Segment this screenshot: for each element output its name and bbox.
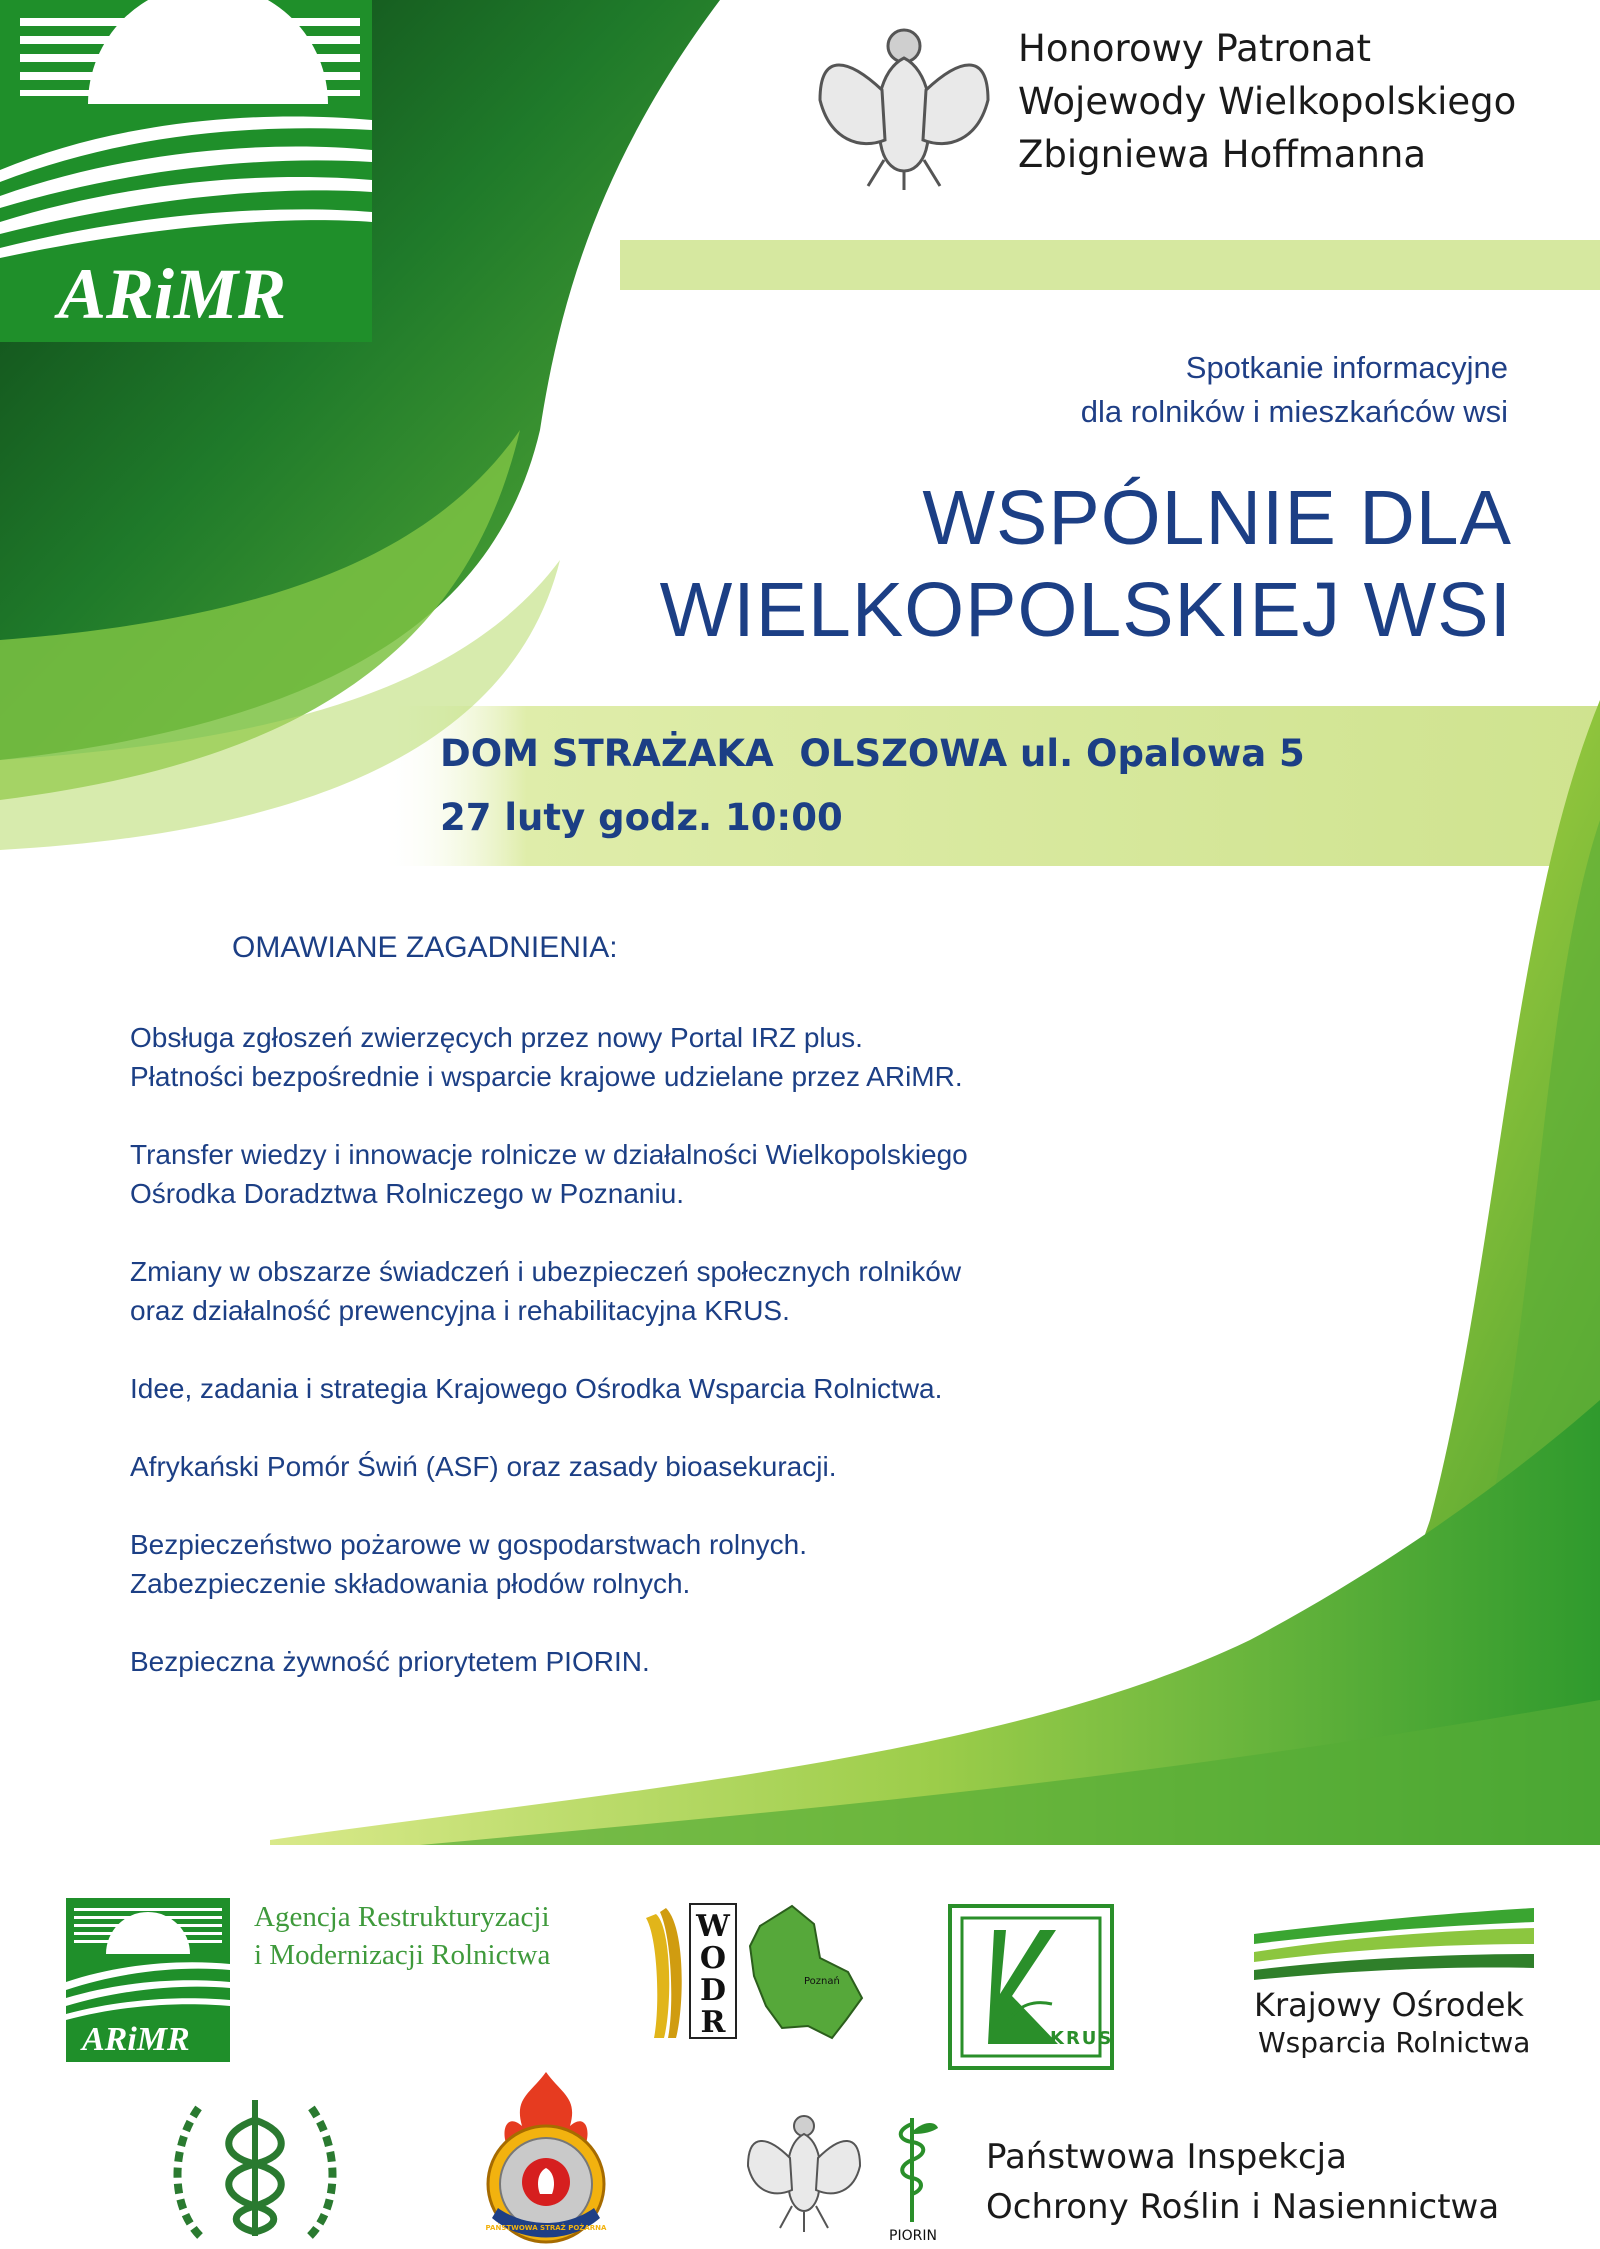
arimr-name-line: Agencja Restrukturyzacji — [254, 1901, 550, 1933]
arimr-logo — [66, 1898, 230, 2062]
piorin-logo-mark — [880, 2110, 946, 2244]
subtitle-line: dla rolników i mieszkańców wsi — [1080, 394, 1508, 429]
topic-item — [130, 1447, 1230, 1486]
title-line: WSPÓLNIE DLA — [922, 475, 1512, 561]
subtitle-line: Spotkanie informacyjne — [1185, 350, 1508, 385]
event-date-time: 27 luty godz. 10:00 — [440, 796, 843, 839]
arimr-top-wordmark: ARiMR — [58, 254, 287, 334]
event-title — [660, 472, 1512, 656]
topic-line: Transfer wiedzy i innowacje rolnicze w działalności Wielkopolskiego — [130, 1139, 968, 1170]
topic-item — [130, 1252, 1230, 1330]
fire-service-ring-text: PAŃSTWOWA STRAŻ POŻARNA — [485, 2224, 607, 2232]
fire-service-emblem — [462, 2068, 630, 2246]
kowr-logo-mark — [1254, 1904, 1534, 1984]
sanitary-inspection-emblem — [160, 2086, 350, 2242]
wielkopolska-map-icon — [750, 1906, 862, 2038]
polish-eagle-emblem-top — [820, 30, 988, 190]
piorin-name — [986, 2132, 1499, 2232]
topic-line: Obsługa zgłoszeń zwierzęcych przez nowy Portal IRZ plus. — [130, 1022, 863, 1053]
patronage-line: Zbigniewa Hoffmanna — [1018, 133, 1427, 176]
topics-heading: OMAWIANE ZAGADNIENIA: — [232, 931, 618, 964]
wodr-map-city: Poznań — [804, 1976, 840, 1987]
event-details — [440, 722, 1305, 850]
topic-line: Zmiany w obszarze świadczeń i ubezpieczeń społecznych rolników — [130, 1256, 962, 1287]
wodr-letter-d: D — [699, 1973, 727, 2008]
topic-line: Afrykański Pomór Świń (ASF) oraz zasady bioasekuracji. — [130, 1451, 837, 1482]
title-line: WIELKOPOLSKIEJ WSI — [659, 567, 1512, 653]
kowr-name-line-2: Wsparcia Rolnictwa — [1258, 2026, 1531, 2059]
topics-list — [130, 1018, 1230, 1720]
piorin-name-line: Państwowa Inspekcja — [986, 2137, 1347, 2177]
patronage-line: Wojewody Wielkopolskiego — [1018, 80, 1517, 123]
topic-line: Ośrodka Doradztwa Rolniczego w Poznaniu. — [130, 1178, 685, 1209]
piorin-name-line: Ochrony Roślin i Nasiennictwa — [986, 2187, 1500, 2227]
krus-logo — [948, 1904, 1114, 2070]
patronage-block — [1018, 22, 1516, 181]
wodr-letter-o: O — [699, 1941, 727, 1976]
wodr-letter-w: W — [696, 1909, 730, 1944]
krus-wordmark: KRUS — [1050, 2028, 1114, 2049]
topic-line: Płatności bezpośrednie i wsparcie krajowe udzielane przez ARiMR. — [130, 1061, 963, 1092]
topic-item — [130, 1369, 1230, 1408]
topic-line: Zabezpieczenie składowania płodów rolnych. — [130, 1568, 691, 1599]
event-subtitle — [1081, 346, 1508, 434]
wodr-letter-r: R — [700, 2005, 726, 2040]
arimr-name-line: i Modernizacji Rolnictwa — [254, 1939, 551, 1971]
topic-item — [130, 1525, 1230, 1603]
wodr-logo — [642, 1898, 868, 2044]
topic-item — [130, 1135, 1230, 1213]
patronage-line: Honorowy Patronat — [1018, 27, 1371, 70]
topic-item — [130, 1642, 1230, 1681]
topic-item — [130, 1018, 1230, 1096]
topic-line: Bezpieczna żywność priorytetem PIORIN. — [130, 1646, 650, 1677]
piorin-short-label: PIORIN — [889, 2228, 937, 2244]
topic-line: oraz działalność prewencyjna i rehabilitacyjna KRUS. — [130, 1295, 790, 1326]
topic-line: Idee, zadania i strategia Krajowego Ośrodka Wsparcia Rolnictwa. — [130, 1373, 943, 1404]
event-venue: DOM STRAŻAKA OLSZOWA ul. Opalowa 5 — [440, 732, 1305, 775]
topic-line: Bezpieczeństwo pożarowe w gospodarstwach rolnych. — [130, 1529, 808, 1560]
polish-eagle-emblem-bottom — [742, 2110, 866, 2244]
kowr-name-line-1: Krajowy Ośrodek — [1254, 1986, 1524, 2024]
arimr-name — [254, 1898, 550, 1974]
arimr-logo-wordmark: ARiMR — [82, 2021, 190, 2058]
